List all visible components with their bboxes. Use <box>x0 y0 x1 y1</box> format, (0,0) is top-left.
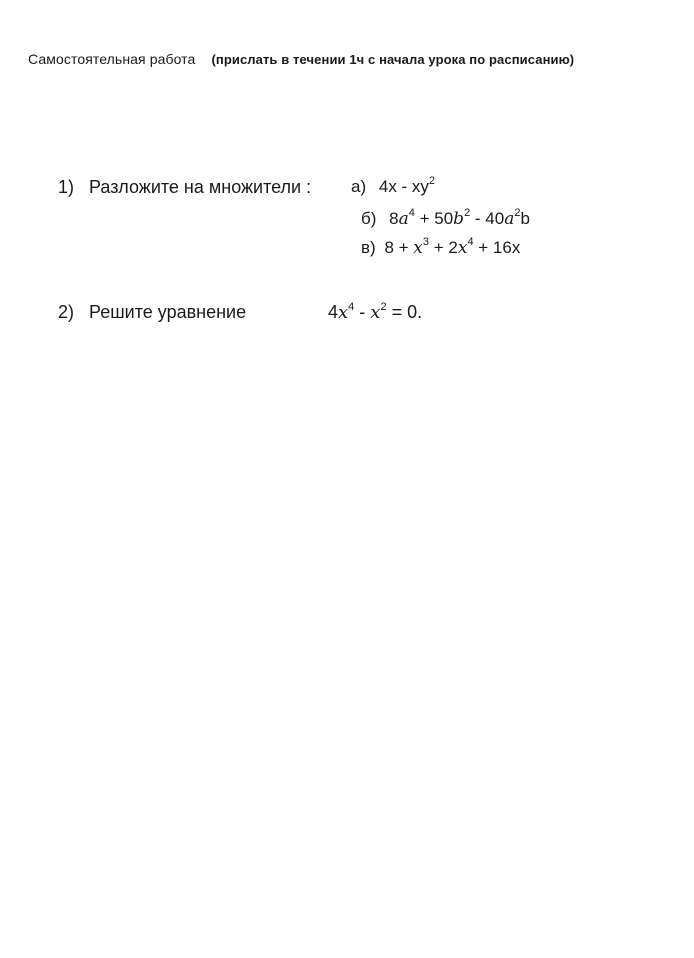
submission-note: (прислать в течении 1ч с начала урока по расписанию) <box>211 52 575 67</box>
task-1a-label: а) <box>351 177 367 196</box>
task-2-number: 2) <box>58 302 75 322</box>
task-2-equation <box>328 302 422 323</box>
worksheet-header <box>28 51 574 67</box>
task-1b-label: б) <box>361 209 377 228</box>
worksheet-title: Самостоятельная работа <box>28 51 196 67</box>
task-1-number: 1) <box>58 177 75 197</box>
task-1-instruction: Разложите на множители : <box>89 177 312 197</box>
task-2-expression: $4x^4 - x^2 = 0$. <box>328 301 423 323</box>
task-1v-label: в) <box>361 238 376 257</box>
task-1a-expression: $4x - xy^2$ <box>378 175 436 196</box>
task-1b-expression: $8a^4 + 50b^2 - 40a^2b$ <box>389 207 530 229</box>
task-1v-expression: $8 + x^3 + 2x^4 + 16x$ <box>384 236 521 258</box>
task-1a-item <box>351 177 435 197</box>
task-1v-item <box>361 238 520 258</box>
task-1b-item <box>361 209 530 229</box>
task-2-instruction: Решите уравнение <box>89 302 247 322</box>
